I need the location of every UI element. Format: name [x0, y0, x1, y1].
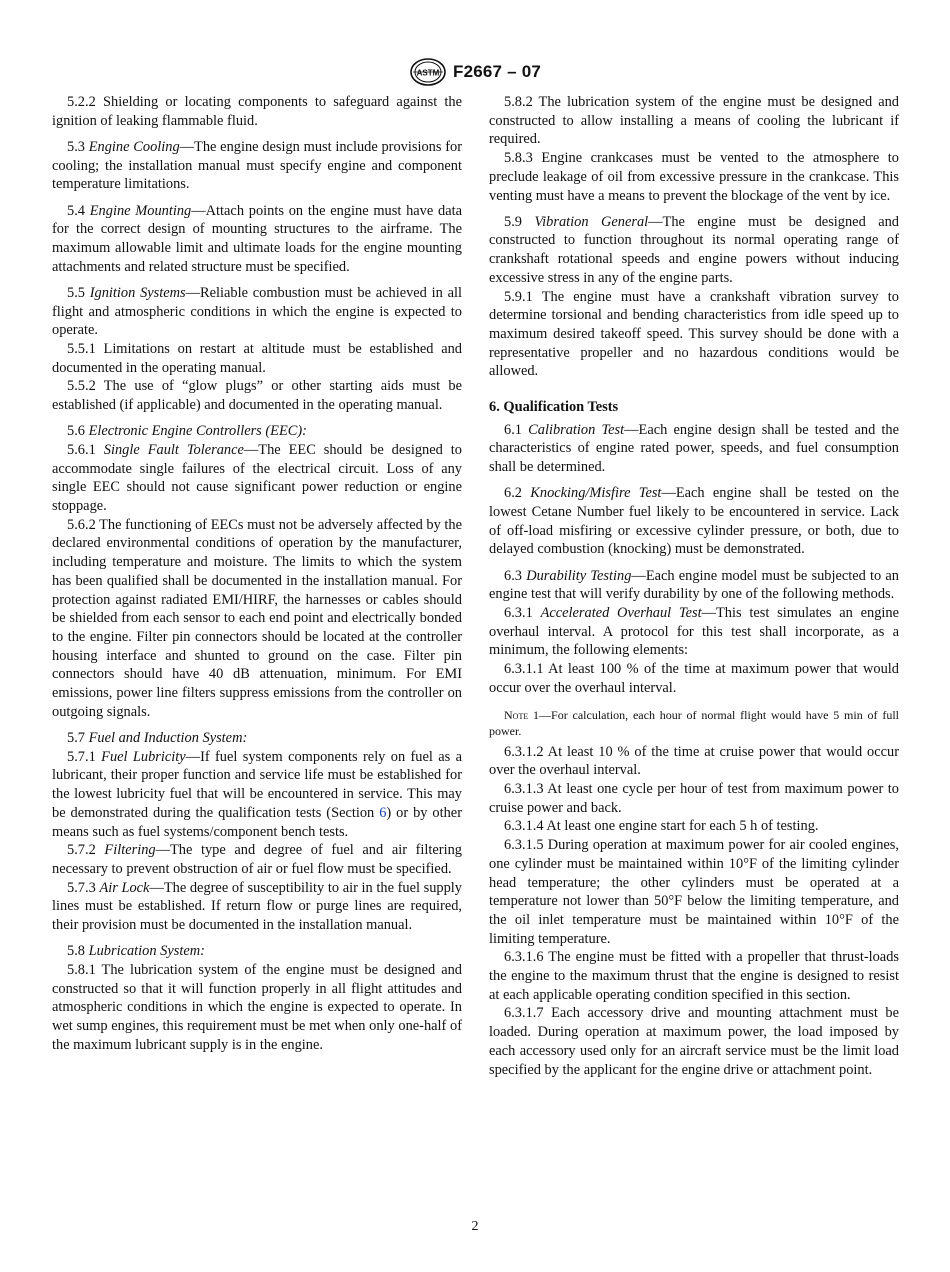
para-5-5-1: 5.5.1 Limitations on restart at altitude must be established and documented in the operating manual. — [52, 340, 462, 376]
para-6-3: 6.3 Durability Testing—Each engine model must be subjected to an engine test that will verify durability by one of the following methods. — [489, 567, 899, 603]
section-6-link[interactable]: 6 — [379, 804, 387, 821]
para-5-7-2: 5.7.2 Filtering—The type and degree of fuel and air filtering necessary to prevent obstruction of air or fuel flow must be specified. — [52, 842, 462, 877]
page-header — [0, 56, 950, 88]
para-6-2: 6.2 Knocking/Misfire Test—Each engine shall be tested on the lowest Cetane Number fuel likely to be encountered in service. Lack of off-load misfiring or excessive cylinder pressure, or both, due to delayed combustion (knocking) must be demonstrated. — [489, 485, 899, 558]
para-5-4: 5.4 Engine Mounting—Attach points on the engine must have data for the correct design of mounting structures to the airframe. The maximum allowable limit and ultimate loads for the engine mounting attachments and related structure must be specified. — [52, 202, 462, 275]
para-6-3-1-6: 6.3.1.6 The engine must be fitted with a propeller that thrust-loads the engine to the maximum thrust that the engine is designed to resist at each applicable operating condition specified in this section. — [489, 949, 899, 1003]
para-5-8-1: 5.8.1 The lubrication system of the engine must be designed and constructed so that it will function properly in all flight attitudes and atmospheric conditions in which the engine is expected to operate. In wet sump engines, this requirement must be met when only one-half of the maximum lubricant supply is in the engine. — [52, 961, 462, 1053]
para-5-5-2: 5.5.2 The use of “glow plugs” or other starting aids must be established (if applicable) and documented in the operating manual. — [52, 378, 462, 414]
para-5-6: 5.6 Electronic Engine Controllers (EEC): — [67, 423, 307, 440]
para-5-7-1: 5.7.1 Fuel Lubricity—If fuel system components rely on fuel as a lubricant, their proper function and service life must be established for the lowest lubricity fuel that will be encountered in service. This may be demonstrated during the qualification tests (Section 6) or by other means such as fuel systems/component bench tests. — [52, 748, 462, 840]
para-6-3-1: 6.3.1 Accelerated Overhaul Test—This test simulates an engine overhaul interval. A protocol for this test shall incorporate, as a minimum, the following elements: — [489, 605, 899, 659]
para-5-6-1: 5.6.1 Single Fault Tolerance—The EEC should be designed to accommodate single failures of the electrical circuit. Loss of any single EEC should not cause significant power reduction or engine stoppage. — [52, 441, 462, 515]
para-6-1: 6.1 Calibration Test—Each engine design shall be tested and the characteristics of engine rated power, speeds, and fuel consumption shall be determined. — [489, 421, 900, 476]
section-6-heading: 6. Qualification Tests — [489, 399, 619, 416]
para-5-8: 5.8 Lubrication System: — [67, 943, 205, 960]
para-5-8-3: 5.8.3 Engine crankcases must be vented to the atmosphere to preclude leakage of oil from excessive pressure in the crankcase. This venting must have a means to prevent the blockage of the vent by ice. — [489, 150, 899, 204]
para-5-2-2: 5.2.2 Shielding or locating components to safeguard against the ignition of leaking flammable fluid. — [52, 94, 462, 129]
right-column — [489, 93, 899, 1079]
note-1: Note 1—For calculation, each hour of normal flight would have 5 min of full power. — [489, 707, 900, 738]
astm-logo — [409, 56, 447, 88]
page-number: 2 — [471, 1219, 479, 1234]
para-5-7-3: 5.7.3 Air Lock—The degree of susceptibility to air in the fuel supply lines must be established. If return flow or purge lines are required, their provision must be documented in the installation manual. — [52, 879, 462, 934]
para-6-3-1-2: 6.3.1.2 At least 10 % of the time at cruise power that would occur over the overhaul interval. — [489, 743, 899, 779]
para-5-6-2: 5.6.2 The functioning of EECs must not be adversely affected by the declared environmental conditions of operation by the manufacturer, including temperature and moisture. The limits to which the system has been qualified shall be documented in the installation manual. For protection against radiated EMI/HIRF, the harnesses or cables should be shielded from each sensor to each end point and electrically bonded to the engine. Filter pin connectors should be located at the controller housing interface and shunted to ground on the case. Filter pin connectors should have 40 dB attenuation, minimum. For EMI emissions, power line filters suppress emissions from the controller on outgoing signals. — [52, 516, 462, 720]
para-5-9: 5.9 Vibration General—The engine must be designed and constructed to function throughout its normal operating range of crankshaft rotational speeds and engine powers without inducing excessive stress in any of the engine parts. — [489, 213, 899, 286]
para-5-7: 5.7 Fuel and Induction System: — [67, 730, 248, 746]
para-6-3-1-1: 6.3.1.1 At least 100 % of the time at maximum power that would occur over the overhaul interval. — [489, 661, 899, 696]
svg-text:ASTM: ASTM — [416, 68, 440, 78]
para-5-5: 5.5 Ignition Systems—Reliable combustion must be achieved in all flight and atmospheric conditions in which the engine is expected to operate. — [52, 284, 462, 339]
para-6-3-1-4: 6.3.1.4 At least one engine start for each 5 h of testing. — [504, 818, 819, 835]
left-column — [52, 93, 462, 1054]
para-6-3-1-7: 6.3.1.7 Each accessory drive and mounting attachment must be loaded. During operation at maximum power, the load imposed by each accessory used only for an aircraft service must be the limit load specified by the applicant for the engine drive or attachment point. — [489, 1005, 899, 1078]
para-6-3-1-5: 6.3.1.5 During operation at maximum power for air cooled engines, one cylinder must be maintained within 10°F of the limiting cylinder head temperature; the other cylinders must be operated at a temperature not lower than 50°F below the limiting temperature, and the oil inlet temperature must be maintained within 10°F of the limiting temperature. — [489, 837, 899, 947]
para-6-3-1-3: 6.3.1.3 At least one cycle per hour of test from maximum power to cruise power and back. — [489, 781, 899, 816]
para-5-9-1: 5.9.1 The engine must have a crankshaft vibration survey to determine torsional and bending characteristics from idle speed up to maximum desired takeoff speed. This survey should be done with a representative propeller and no hazardous conditions would be allowed. — [489, 288, 899, 380]
para-5-3: 5.3 Engine Cooling—The engine design must include provisions for cooling; the installation manual must specify engine and component temperature limitations. — [52, 138, 462, 193]
document-id: F2667 – 07 — [452, 62, 541, 81]
para-5-8-2: 5.8.2 The lubrication system of the engine must be designed and constructed to allow installing a means of cooling the lubricant if required. — [489, 94, 899, 148]
